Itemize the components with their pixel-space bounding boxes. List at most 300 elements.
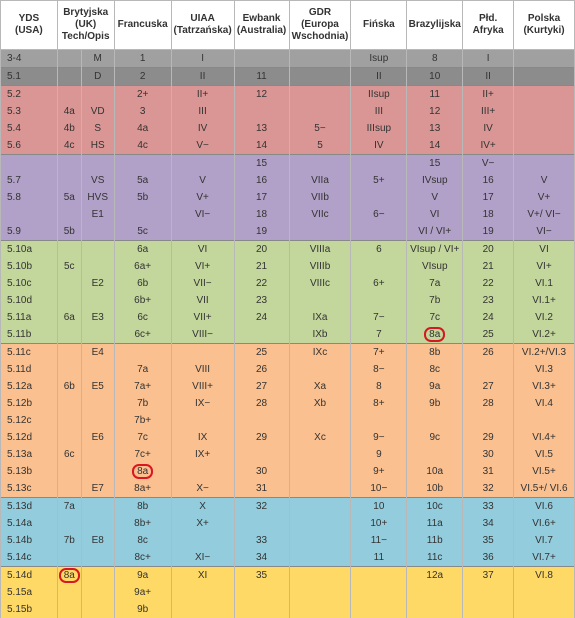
table-cell: HVS xyxy=(81,189,114,206)
table-cell xyxy=(351,223,407,241)
column-header-line: Francuska xyxy=(115,19,171,31)
table-cell xyxy=(289,86,351,104)
table-cell xyxy=(114,344,171,362)
table-cell xyxy=(81,412,114,429)
table-cell xyxy=(463,601,514,618)
column-header-line: (Kurtyki) xyxy=(514,25,574,37)
table-cell: 30 xyxy=(463,446,514,463)
table-cell xyxy=(171,601,234,618)
table-cell: 5.10d xyxy=(1,292,58,309)
table-cell xyxy=(514,412,575,429)
table-cell xyxy=(57,395,81,412)
table-cell: III xyxy=(171,103,234,120)
table-cell: 34 xyxy=(463,515,514,532)
table-cell xyxy=(234,326,289,344)
table-cell xyxy=(81,584,114,601)
table-cell: 10+ xyxy=(351,515,407,532)
column-header-line: Tech/Opis xyxy=(58,31,114,43)
table-cell: X+ xyxy=(171,515,234,532)
table-cell: E5 xyxy=(81,378,114,395)
column-header-line: Fińska xyxy=(351,19,406,31)
table-cell: V− xyxy=(463,155,514,173)
table-cell: 5.10b xyxy=(1,258,58,275)
column-header-line: Brazylijska xyxy=(407,19,462,31)
table-cell: 4b xyxy=(57,120,81,137)
table-cell: E7 xyxy=(81,480,114,498)
table-cell: 9− xyxy=(351,429,407,446)
table-cell: VI.2+ xyxy=(514,326,575,344)
column-header-line: (Tatrzańska) xyxy=(172,25,234,37)
table-cell xyxy=(57,206,81,223)
table-cell xyxy=(171,463,234,480)
table-cell xyxy=(289,532,351,549)
table-cell: VI xyxy=(407,206,463,223)
table-cell: 19 xyxy=(234,223,289,241)
table-cell: VI+ xyxy=(514,258,575,275)
table-cell: 6b xyxy=(57,378,81,395)
table-cell: E6 xyxy=(81,429,114,446)
table-cell: 9a+ xyxy=(114,584,171,601)
table-cell xyxy=(57,86,81,104)
table-cell xyxy=(407,412,463,429)
table-cell: 8b xyxy=(114,498,171,516)
table-cell: 27 xyxy=(234,378,289,395)
table-cell: 6a xyxy=(114,241,171,259)
table-cell: 5.3 xyxy=(1,103,58,120)
table-cell: V+/ VI− xyxy=(514,206,575,223)
table-cell xyxy=(57,412,81,429)
table-cell: 5.14b xyxy=(1,532,58,549)
table-cell: XI xyxy=(171,567,234,585)
table-cell xyxy=(81,463,114,480)
table-cell: IV xyxy=(463,120,514,137)
table-cell: 18 xyxy=(234,206,289,223)
table-cell xyxy=(81,601,114,618)
table-row xyxy=(1,344,575,362)
column-header-line: Brytyjska xyxy=(58,7,114,19)
table-cell: 12 xyxy=(234,86,289,104)
table-cell: 7a+ xyxy=(114,378,171,395)
table-cell xyxy=(289,68,351,86)
table-cell: VII− xyxy=(171,275,234,292)
table-cell xyxy=(407,326,463,344)
table-cell: 5.12c xyxy=(1,412,58,429)
table-cell: 5+ xyxy=(351,172,407,189)
table-cell: 5.13b xyxy=(1,463,58,480)
table-cell: 7a xyxy=(57,498,81,516)
table-cell xyxy=(234,601,289,618)
table-cell: 4c xyxy=(114,137,171,155)
table-cell: 8a+ xyxy=(114,480,171,498)
table-cell: 2+ xyxy=(114,86,171,104)
table-cell: II xyxy=(463,68,514,86)
table-cell: 5.15b xyxy=(1,601,58,618)
table-cell: 5.15a xyxy=(1,584,58,601)
table-cell: V xyxy=(171,172,234,189)
table-cell: 25 xyxy=(234,344,289,362)
table-cell: 15 xyxy=(234,155,289,173)
table-cell: VI.6+ xyxy=(514,515,575,532)
table-cell: 26 xyxy=(234,361,289,378)
table-cell xyxy=(514,601,575,618)
table-header xyxy=(1,1,575,50)
table-cell: 5.9 xyxy=(1,223,58,241)
table-cell: Isup xyxy=(351,50,407,68)
table-row xyxy=(1,429,575,446)
table-cell: VI.2 xyxy=(514,309,575,326)
table-cell: 11b xyxy=(407,532,463,549)
table-cell: 32 xyxy=(463,480,514,498)
table-cell xyxy=(114,206,171,223)
column-header xyxy=(351,1,407,50)
table-cell: 9b xyxy=(407,395,463,412)
column-header xyxy=(234,1,289,50)
table-cell: IV xyxy=(171,120,234,137)
table-cell: 20 xyxy=(463,241,514,259)
table-cell xyxy=(57,326,81,344)
table-cell: VI xyxy=(514,241,575,259)
table-cell: 6b xyxy=(114,275,171,292)
table-cell xyxy=(289,50,351,68)
table-cell: 7c xyxy=(407,309,463,326)
table-cell: IXc xyxy=(289,344,351,362)
table-cell: 3-4 xyxy=(1,50,58,68)
table-cell xyxy=(234,103,289,120)
table-cell: 7b xyxy=(114,395,171,412)
table-cell: 5a xyxy=(114,172,171,189)
table-cell: 6a xyxy=(57,309,81,326)
table-cell: VI+ xyxy=(171,258,234,275)
table-cell: 29 xyxy=(463,429,514,446)
table-cell: 4a xyxy=(114,120,171,137)
table-cell xyxy=(289,223,351,241)
table-cell xyxy=(234,515,289,532)
table-row xyxy=(1,223,575,241)
table-cell: 10b xyxy=(407,480,463,498)
table-cell: 5.13d xyxy=(1,498,58,516)
table-cell: 23 xyxy=(463,292,514,309)
column-header xyxy=(289,1,351,50)
table-row xyxy=(1,258,575,275)
table-cell: II+ xyxy=(171,86,234,104)
table-cell xyxy=(57,463,81,480)
table-cell: D xyxy=(81,68,114,86)
table-cell: II+ xyxy=(463,86,514,104)
table-cell xyxy=(463,584,514,601)
table-row xyxy=(1,515,575,532)
table-cell xyxy=(234,50,289,68)
column-header-line: Wschodnia) xyxy=(290,31,351,43)
table-cell xyxy=(81,446,114,463)
table-cell xyxy=(81,241,114,259)
table-cell xyxy=(171,412,234,429)
table-row xyxy=(1,549,575,567)
table-cell: 5.11a xyxy=(1,309,58,326)
table-cell: 8 xyxy=(351,378,407,395)
table-cell: 5.12b xyxy=(1,395,58,412)
table-cell xyxy=(289,292,351,309)
table-cell: Xa xyxy=(289,378,351,395)
table-cell: 6− xyxy=(351,206,407,223)
table-cell xyxy=(351,584,407,601)
table-cell: 5.10c xyxy=(1,275,58,292)
table-cell xyxy=(289,412,351,429)
table-cell: VI.3 xyxy=(514,361,575,378)
table-cell xyxy=(351,292,407,309)
table-cell: 13 xyxy=(234,120,289,137)
table-cell: Xc xyxy=(289,429,351,446)
table-cell xyxy=(171,344,234,362)
table-cell: 8+ xyxy=(351,395,407,412)
header-row xyxy=(1,1,575,50)
table-row xyxy=(1,412,575,429)
table-cell: III+ xyxy=(463,103,514,120)
table-cell: VIsup xyxy=(407,258,463,275)
table-cell xyxy=(289,498,351,516)
table-row xyxy=(1,532,575,549)
table-cell: Xb xyxy=(289,395,351,412)
table-cell xyxy=(57,68,81,86)
table-cell xyxy=(289,584,351,601)
column-header xyxy=(407,1,463,50)
table-cell xyxy=(57,50,81,68)
column-header-line: YDS xyxy=(1,13,57,25)
table-row xyxy=(1,378,575,395)
table-row xyxy=(1,584,575,601)
table-cell xyxy=(407,446,463,463)
table-cell: 11a xyxy=(407,515,463,532)
table-cell xyxy=(514,50,575,68)
table-cell: S xyxy=(81,120,114,137)
column-header-line: (UK) xyxy=(58,19,114,31)
circled-grade: 8a xyxy=(424,327,445,342)
table-row xyxy=(1,309,575,326)
table-row xyxy=(1,498,575,516)
table-cell xyxy=(57,584,81,601)
circled-grade: 8a xyxy=(132,464,153,479)
table-cell: 31 xyxy=(463,463,514,480)
column-header-line: Ewbank xyxy=(235,13,289,25)
table-cell: VD xyxy=(81,103,114,120)
table-cell: V xyxy=(407,189,463,206)
table-row xyxy=(1,275,575,292)
table-cell xyxy=(289,446,351,463)
column-header xyxy=(514,1,575,50)
column-header xyxy=(114,1,171,50)
table-cell: 5− xyxy=(289,120,351,137)
table-cell xyxy=(57,549,81,567)
circled-grade: 8a xyxy=(59,568,80,583)
table-cell: 18 xyxy=(463,206,514,223)
table-cell: V− xyxy=(171,137,234,155)
table-cell: 27 xyxy=(463,378,514,395)
table-cell: 17 xyxy=(234,189,289,206)
table-cell: 5.12d xyxy=(1,429,58,446)
table-cell: 8− xyxy=(351,361,407,378)
table-cell: VII xyxy=(171,292,234,309)
table-cell: 10− xyxy=(351,480,407,498)
table-cell: 24 xyxy=(463,309,514,326)
table-cell xyxy=(57,344,81,362)
table-cell: 6+ xyxy=(351,275,407,292)
table-cell xyxy=(514,155,575,173)
table-cell: VI.2+/VI.3 xyxy=(514,344,575,362)
table-cell: 19 xyxy=(463,223,514,241)
table-cell: VIIIb xyxy=(289,258,351,275)
table-cell: III xyxy=(351,103,407,120)
table-cell: VIIIa xyxy=(289,241,351,259)
table-cell: 21 xyxy=(463,258,514,275)
table-cell: 9 xyxy=(351,446,407,463)
table-cell xyxy=(351,567,407,585)
table-cell xyxy=(514,68,575,86)
table-cell: 4c xyxy=(57,137,81,155)
table-cell xyxy=(81,326,114,344)
table-cell xyxy=(234,584,289,601)
table-cell: 5.1 xyxy=(1,68,58,86)
table-cell: II xyxy=(351,68,407,86)
table-cell: VIIb xyxy=(289,189,351,206)
table-cell: M xyxy=(81,50,114,68)
table-cell: E8 xyxy=(81,532,114,549)
table-cell xyxy=(514,584,575,601)
table-row xyxy=(1,206,575,223)
table-cell xyxy=(57,292,81,309)
table-cell: 6c xyxy=(57,446,81,463)
table-cell: 30 xyxy=(234,463,289,480)
table-cell: 7b xyxy=(407,292,463,309)
table-cell: 5.6 xyxy=(1,137,58,155)
table-cell xyxy=(463,361,514,378)
table-cell xyxy=(463,412,514,429)
table-cell xyxy=(114,155,171,173)
table-cell: 5.7 xyxy=(1,172,58,189)
table-cell xyxy=(289,601,351,618)
table-cell: 5.2 xyxy=(1,86,58,104)
table-cell: 7a xyxy=(407,275,463,292)
table-cell xyxy=(81,223,114,241)
table-row xyxy=(1,326,575,344)
table-cell xyxy=(289,549,351,567)
table-cell xyxy=(81,549,114,567)
table-cell xyxy=(351,189,407,206)
table-cell: 33 xyxy=(234,532,289,549)
column-header xyxy=(1,1,58,50)
table-cell: 7− xyxy=(351,309,407,326)
table-cell: 5c xyxy=(57,258,81,275)
table-cell: IX xyxy=(171,429,234,446)
table-cell: VI xyxy=(171,241,234,259)
table-cell xyxy=(289,480,351,498)
table-cell: 11 xyxy=(407,86,463,104)
table-cell: I xyxy=(171,50,234,68)
table-row xyxy=(1,292,575,309)
table-cell: VI.3+ xyxy=(514,378,575,395)
table-cell: 9+ xyxy=(351,463,407,480)
table-cell: 5 xyxy=(289,137,351,155)
column-header-line: (USA) xyxy=(1,25,57,37)
table-row xyxy=(1,241,575,259)
table-cell: 6c+ xyxy=(114,326,171,344)
table-cell xyxy=(171,532,234,549)
table-row xyxy=(1,50,575,68)
table-cell: 33 xyxy=(463,498,514,516)
table-cell: 5.8 xyxy=(1,189,58,206)
column-header-line: Płd. Afryka xyxy=(463,13,513,37)
table-cell: 28 xyxy=(234,395,289,412)
table-cell: 4a xyxy=(57,103,81,120)
table-cell: VI.6 xyxy=(514,498,575,516)
table-cell: V+ xyxy=(514,189,575,206)
table-cell: 5.13a xyxy=(1,446,58,463)
table-cell: 10c xyxy=(407,498,463,516)
table-row xyxy=(1,155,575,173)
table-cell: 22 xyxy=(234,275,289,292)
table-cell: VI− xyxy=(171,206,234,223)
table-cell: 8b xyxy=(407,344,463,362)
table-cell: 17 xyxy=(463,189,514,206)
table-cell: 7c xyxy=(114,429,171,446)
table-cell: 16 xyxy=(463,172,514,189)
table-cell: VI.1+ xyxy=(514,292,575,309)
table-cell xyxy=(514,103,575,120)
table-cell: E4 xyxy=(81,344,114,362)
table-cell xyxy=(81,361,114,378)
table-cell: 7a xyxy=(114,361,171,378)
table-cell: 14 xyxy=(407,137,463,155)
column-header-line: GDR xyxy=(290,7,351,19)
table-cell: VI.8 xyxy=(514,567,575,585)
table-cell xyxy=(57,275,81,292)
table-cell xyxy=(171,223,234,241)
table-cell xyxy=(289,361,351,378)
table-row xyxy=(1,189,575,206)
table-row xyxy=(1,137,575,155)
table-cell: 10a xyxy=(407,463,463,480)
table-cell: 8c+ xyxy=(114,549,171,567)
table-cell: VIII+ xyxy=(171,378,234,395)
table-cell: XI− xyxy=(171,549,234,567)
table-cell: 8c xyxy=(407,361,463,378)
table-cell: 9c xyxy=(407,429,463,446)
table-cell: X− xyxy=(171,480,234,498)
table-cell: 11c xyxy=(407,549,463,567)
table-cell: VIsup / VI+ xyxy=(407,241,463,259)
table-cell: 12a xyxy=(407,567,463,585)
table-cell: 5c xyxy=(114,223,171,241)
table-cell: VI.1 xyxy=(514,275,575,292)
table-cell xyxy=(81,292,114,309)
table-cell: 7b xyxy=(57,532,81,549)
table-cell: 9b xyxy=(114,601,171,618)
table-cell xyxy=(514,137,575,155)
table-cell: 9a xyxy=(114,567,171,585)
table-cell xyxy=(289,567,351,585)
table-cell: 5.11c xyxy=(1,344,58,362)
table-cell: 5b xyxy=(57,223,81,241)
table-cell: 31 xyxy=(234,480,289,498)
table-cell: E2 xyxy=(81,275,114,292)
table-cell: 1 xyxy=(114,50,171,68)
table-cell xyxy=(81,395,114,412)
table-cell: 9a xyxy=(407,378,463,395)
table-row xyxy=(1,68,575,86)
table-cell xyxy=(1,155,58,173)
table-cell: VI / VI+ xyxy=(407,223,463,241)
table-cell: 6c xyxy=(114,309,171,326)
table-cell: II xyxy=(171,68,234,86)
table-cell: E1 xyxy=(81,206,114,223)
